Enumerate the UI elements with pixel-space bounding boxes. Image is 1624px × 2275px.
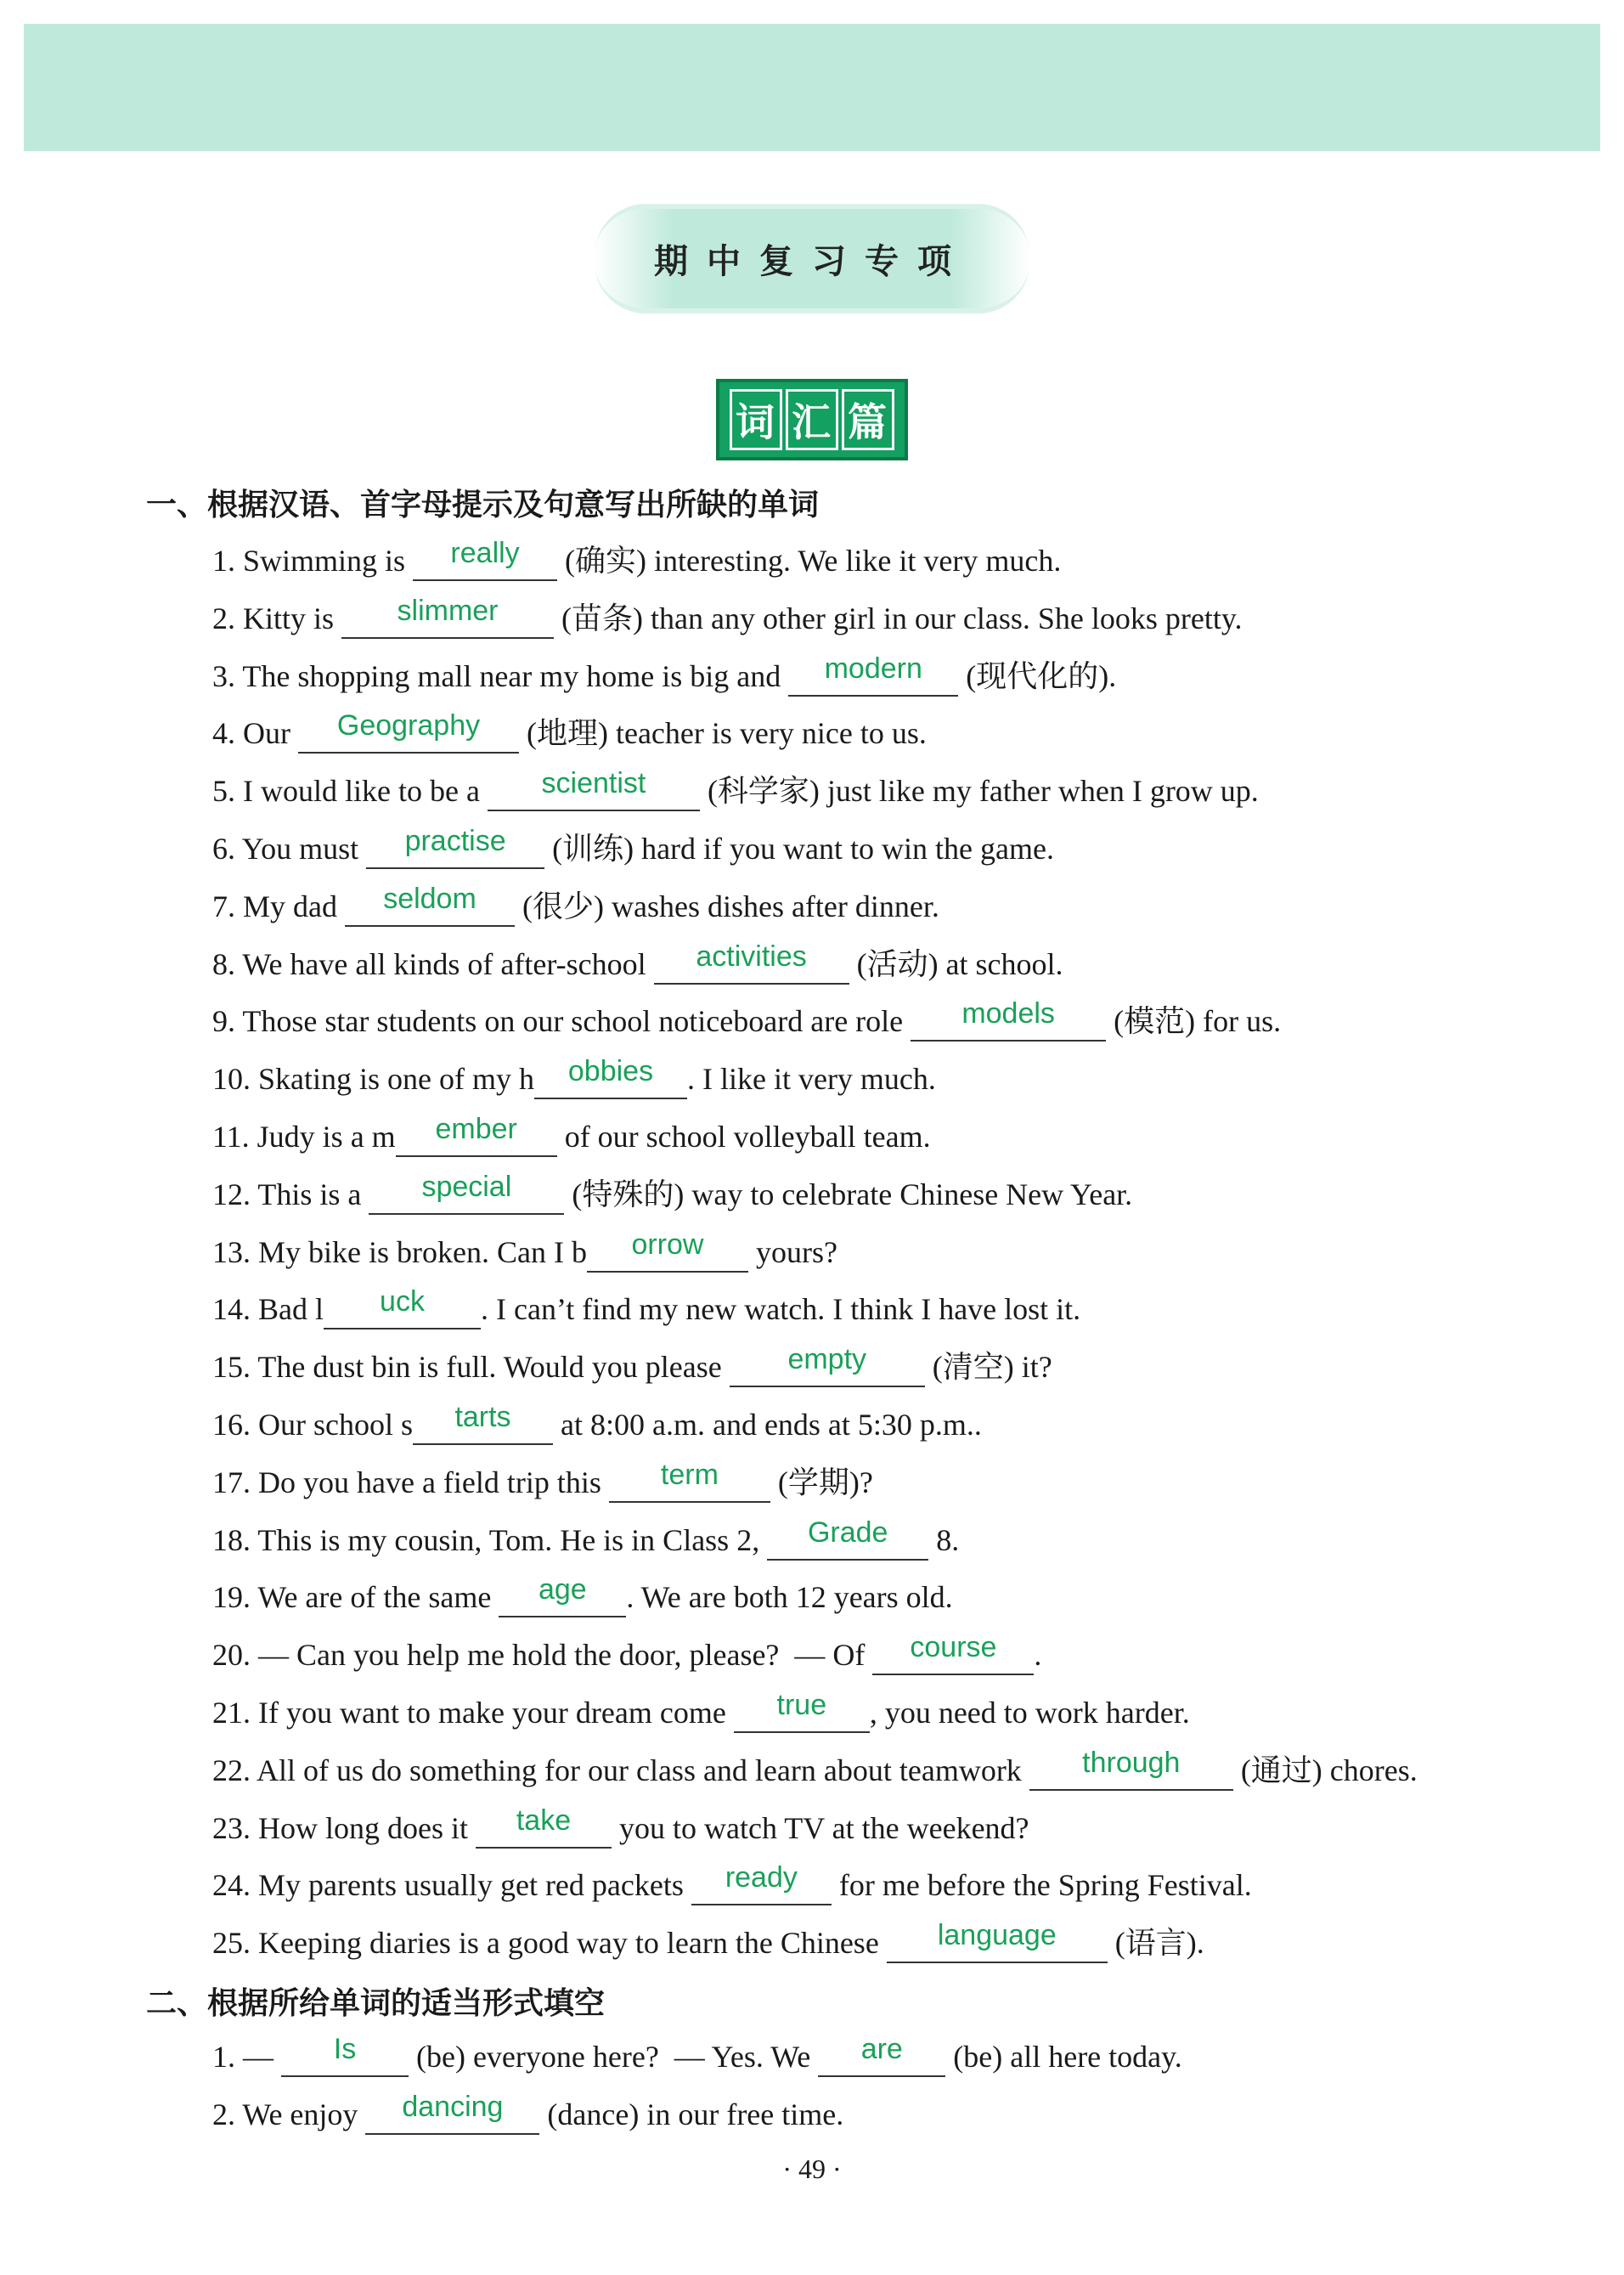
answer-blank[interactable] — [324, 1287, 481, 1329]
answer-blank[interactable] — [818, 2035, 945, 2077]
answer-blank[interactable] — [788, 654, 958, 697]
badge-char: 词 — [730, 389, 782, 450]
answer-text: practise — [404, 825, 506, 857]
question-text: (特殊的) way to celebrate Chinese New Year. — [564, 1177, 1133, 1211]
answer-text: ready — [725, 1861, 798, 1894]
question-row — [212, 1172, 1132, 1215]
question-text: for me before the Spring Festival. — [831, 1868, 1252, 1902]
answer-blank[interactable] — [366, 827, 544, 869]
question-row — [212, 596, 1243, 639]
question-text: My bike is broken. Can I b — [258, 1235, 587, 1269]
question-row — [212, 769, 1259, 811]
question-text: — Can you help me hold the door, please? — Of — [258, 1638, 873, 1672]
answer-text: slimmer — [397, 595, 499, 627]
question-text: (通过) chores. — [1232, 1753, 1418, 1787]
question-text: (语言). — [1107, 1926, 1204, 1960]
answer-text: Geography — [336, 709, 481, 742]
answer-blank[interactable] — [609, 1460, 770, 1503]
question-text: Our — [243, 716, 298, 750]
question-text: . We are both 12 years old. — [626, 1580, 953, 1614]
question-text: (地理) teacher is very nice to us. — [519, 716, 927, 750]
question-number: 11. — [212, 1120, 250, 1154]
question-text: (很少) washes dishes after dinner. — [515, 889, 939, 923]
question-text: Swimming is — [243, 544, 414, 578]
answer-blank[interactable] — [476, 1806, 612, 1849]
question-row — [212, 1460, 873, 1503]
question-row — [212, 884, 939, 927]
question-text: (确实) interesting. We like it very much. — [557, 544, 1062, 578]
question-text: (dance) in our free time. — [539, 2097, 844, 2131]
question-row — [212, 827, 1054, 869]
question-text: (be) everyone here? — Yes. We — [409, 2040, 819, 2074]
question-text: Do you have a field trip this — [258, 1465, 609, 1499]
question-text: How long does it — [258, 1811, 476, 1845]
question-text: Our school s — [258, 1408, 413, 1442]
question-row — [212, 1518, 959, 1561]
question-text: Keeping diaries is a good way to learn the Chinese — [258, 1926, 887, 1960]
answer-blank[interactable] — [587, 1230, 748, 1273]
answer-blank[interactable] — [887, 1921, 1108, 1963]
question-number: 8. — [212, 947, 235, 981]
question-row — [212, 1287, 1080, 1329]
section-badge — [716, 379, 908, 460]
question-text: The shopping mall near my home is big and — [242, 659, 789, 693]
page-title: 期中复习专项 — [595, 204, 1029, 313]
answer-blank[interactable] — [413, 539, 557, 581]
question-text: Judy is a m — [257, 1120, 396, 1154]
question-text: (训练) hard if you want to win the game. — [544, 832, 1054, 866]
question-text: We enjoy — [242, 2097, 366, 2131]
question-number: 12. — [212, 1177, 251, 1211]
answer-text: Grade — [807, 1516, 888, 1549]
question-text: , you need to work harder. — [869, 1696, 1190, 1730]
answer-text: really — [450, 537, 520, 569]
question-number: 14. — [212, 1292, 251, 1326]
question-text: (be) all here today. — [945, 2040, 1182, 2074]
question-row — [212, 1345, 1052, 1387]
answer-blank[interactable] — [413, 1403, 553, 1445]
answer-blank[interactable] — [730, 1345, 925, 1387]
answer-blank[interactable] — [911, 999, 1106, 1042]
question-text: This is a — [257, 1177, 369, 1211]
question-text: at 8:00 a.m. and ends at 5:30 p.m.. — [553, 1408, 982, 1442]
question-row — [212, 1057, 936, 1099]
answer-text: empty — [787, 1343, 867, 1375]
question-row — [212, 1115, 931, 1157]
question-text: yours? — [747, 1235, 837, 1269]
answer-blank[interactable] — [396, 1115, 557, 1157]
question-text: We have all kinds of after-school — [242, 947, 654, 981]
answer-text: Is — [333, 2033, 357, 2065]
answer-text: uck — [380, 1285, 425, 1318]
question-text: (科学家) just like my father when I grow up. — [699, 774, 1259, 808]
question-text: If you want to make your dream come — [258, 1696, 734, 1730]
question-text: of our school volleyball team. — [556, 1120, 931, 1154]
answer-text: tarts — [454, 1401, 511, 1433]
question-text: You must — [241, 832, 367, 866]
question-row — [212, 1748, 1418, 1791]
question-text: Those star students on our school noticeboard are role — [242, 1004, 911, 1038]
question-text: — — [243, 2040, 281, 2074]
question-text: (清空) it? — [924, 1350, 1052, 1384]
answer-text: true — [776, 1689, 827, 1721]
question-row — [212, 942, 1063, 985]
question-text: Bad l — [258, 1292, 324, 1326]
question-number: 3. — [212, 659, 235, 693]
answer-text: activities — [696, 940, 807, 973]
answer-blank[interactable] — [872, 1633, 1034, 1675]
question-number: 15. — [212, 1350, 251, 1384]
section1-title: 一、根据汉语、首字母提示及句意写出所缺的单词 — [146, 488, 820, 522]
question-text: 8. — [928, 1523, 960, 1557]
answer-blank[interactable] — [488, 769, 700, 811]
answer-text: modern — [824, 652, 922, 685]
question-text: All of us do something for our class and learn about teamwork — [257, 1753, 1029, 1787]
answer-text: language — [937, 1919, 1057, 1951]
question-text: (现代化的). — [958, 659, 1117, 693]
badge-char: 汇 — [786, 389, 838, 450]
header-band — [24, 24, 1600, 151]
answer-blank[interactable] — [345, 884, 515, 927]
answer-blank[interactable] — [298, 711, 519, 754]
question-text: (学期)? — [770, 1465, 873, 1499]
answer-text: obbies — [567, 1055, 654, 1087]
answer-blank[interactable] — [1029, 1748, 1233, 1791]
page-number: · 49 · — [782, 2154, 842, 2184]
question-number: 20. — [212, 1638, 251, 1672]
answer-blank[interactable] — [767, 1518, 928, 1561]
question-row — [212, 711, 927, 754]
question-text: We are of the same — [257, 1580, 499, 1614]
question-number: 7. — [212, 889, 235, 923]
question-number: 23. — [212, 1811, 251, 1845]
question-row — [212, 999, 1281, 1042]
question-row — [212, 1806, 1029, 1849]
question-text: (活动) at school. — [849, 947, 1063, 981]
question-number: 4. — [212, 716, 235, 750]
question-number: 17. — [212, 1465, 251, 1499]
question-number: 18. — [212, 1523, 251, 1557]
question-text: . I like it very much. — [686, 1062, 936, 1096]
question-text: you to watch TV at the weekend? — [612, 1811, 1029, 1845]
question-number: 1. — [212, 544, 235, 578]
question-text: (苗条) than any other girl in our class. She looks pretty. — [554, 601, 1243, 635]
question-row — [212, 1921, 1204, 1963]
question-row — [212, 1863, 1252, 1905]
question-text: . — [1034, 1638, 1042, 1672]
answer-text: term — [660, 1459, 719, 1491]
question-number: 19. — [212, 1580, 251, 1614]
answer-text: age — [538, 1573, 587, 1606]
question-text: The dust bin is full. Would you please — [257, 1350, 730, 1384]
question-number: 13. — [212, 1235, 251, 1269]
question-text: I would like to be a — [243, 774, 488, 808]
answer-text: orrow — [631, 1228, 704, 1261]
question-text: (模范) for us. — [1106, 1004, 1282, 1038]
exercise-2-1 — [212, 2035, 1182, 2077]
section2-title: 二、根据所给单词的适当形式填空 — [146, 1986, 606, 2021]
question-text: My dad — [243, 889, 345, 923]
question-text: . I can’t find my new watch. I think I have lost it. — [481, 1292, 1081, 1326]
answer-blank[interactable] — [369, 1172, 564, 1215]
answer-blank[interactable] — [499, 1575, 626, 1617]
question-text: Skating is one of my h — [258, 1062, 534, 1096]
answer-blank[interactable] — [691, 1863, 832, 1905]
question-row — [212, 654, 1116, 697]
question-number: 6. — [212, 832, 235, 866]
answer-text: scientist — [541, 767, 646, 799]
question-number: 5. — [212, 774, 235, 808]
answer-text: ember — [435, 1113, 517, 1145]
question-number: 1. — [212, 2040, 235, 2074]
question-number: 2. — [212, 601, 235, 635]
answer-text: special — [421, 1171, 512, 1203]
question-number: 2. — [212, 2097, 235, 2131]
question-number: 9. — [212, 1004, 235, 1038]
question-row — [212, 1575, 953, 1617]
question-row — [212, 1230, 837, 1273]
answer-text: models — [961, 997, 1055, 1030]
answer-blank[interactable] — [734, 1691, 870, 1733]
question-number: 24. — [212, 1868, 251, 1902]
question-number: 25. — [212, 1926, 251, 1960]
question-number: 16. — [212, 1408, 251, 1442]
answer-text: are — [860, 2033, 903, 2065]
question-number: 21. — [212, 1696, 251, 1730]
question-row — [212, 1633, 1041, 1675]
question-number: 22. — [212, 1753, 251, 1787]
question-text: My parents usually get red packets — [258, 1868, 691, 1902]
answer-text: course — [910, 1631, 997, 1663]
answer-blank[interactable] — [281, 2035, 409, 2077]
question-row — [212, 1691, 1190, 1733]
question-row — [212, 539, 1061, 581]
answer-text: take — [516, 1804, 572, 1837]
answer-text: dancing — [402, 2091, 504, 2123]
exercise-2-2 — [212, 2092, 843, 2135]
question-row — [212, 1403, 982, 1445]
answer-blank[interactable] — [365, 2092, 539, 2135]
question-text: Kitty is — [243, 601, 342, 635]
badge-char: 篇 — [842, 389, 894, 450]
answer-text: seldom — [383, 883, 476, 915]
answer-blank[interactable] — [534, 1057, 687, 1099]
answer-blank[interactable] — [341, 596, 554, 639]
question-number: 10. — [212, 1062, 251, 1096]
question-text: This is my cousin, Tom. He is in Class 2, — [257, 1523, 768, 1557]
answer-blank[interactable] — [654, 942, 849, 985]
answer-text: through — [1082, 1747, 1181, 1779]
